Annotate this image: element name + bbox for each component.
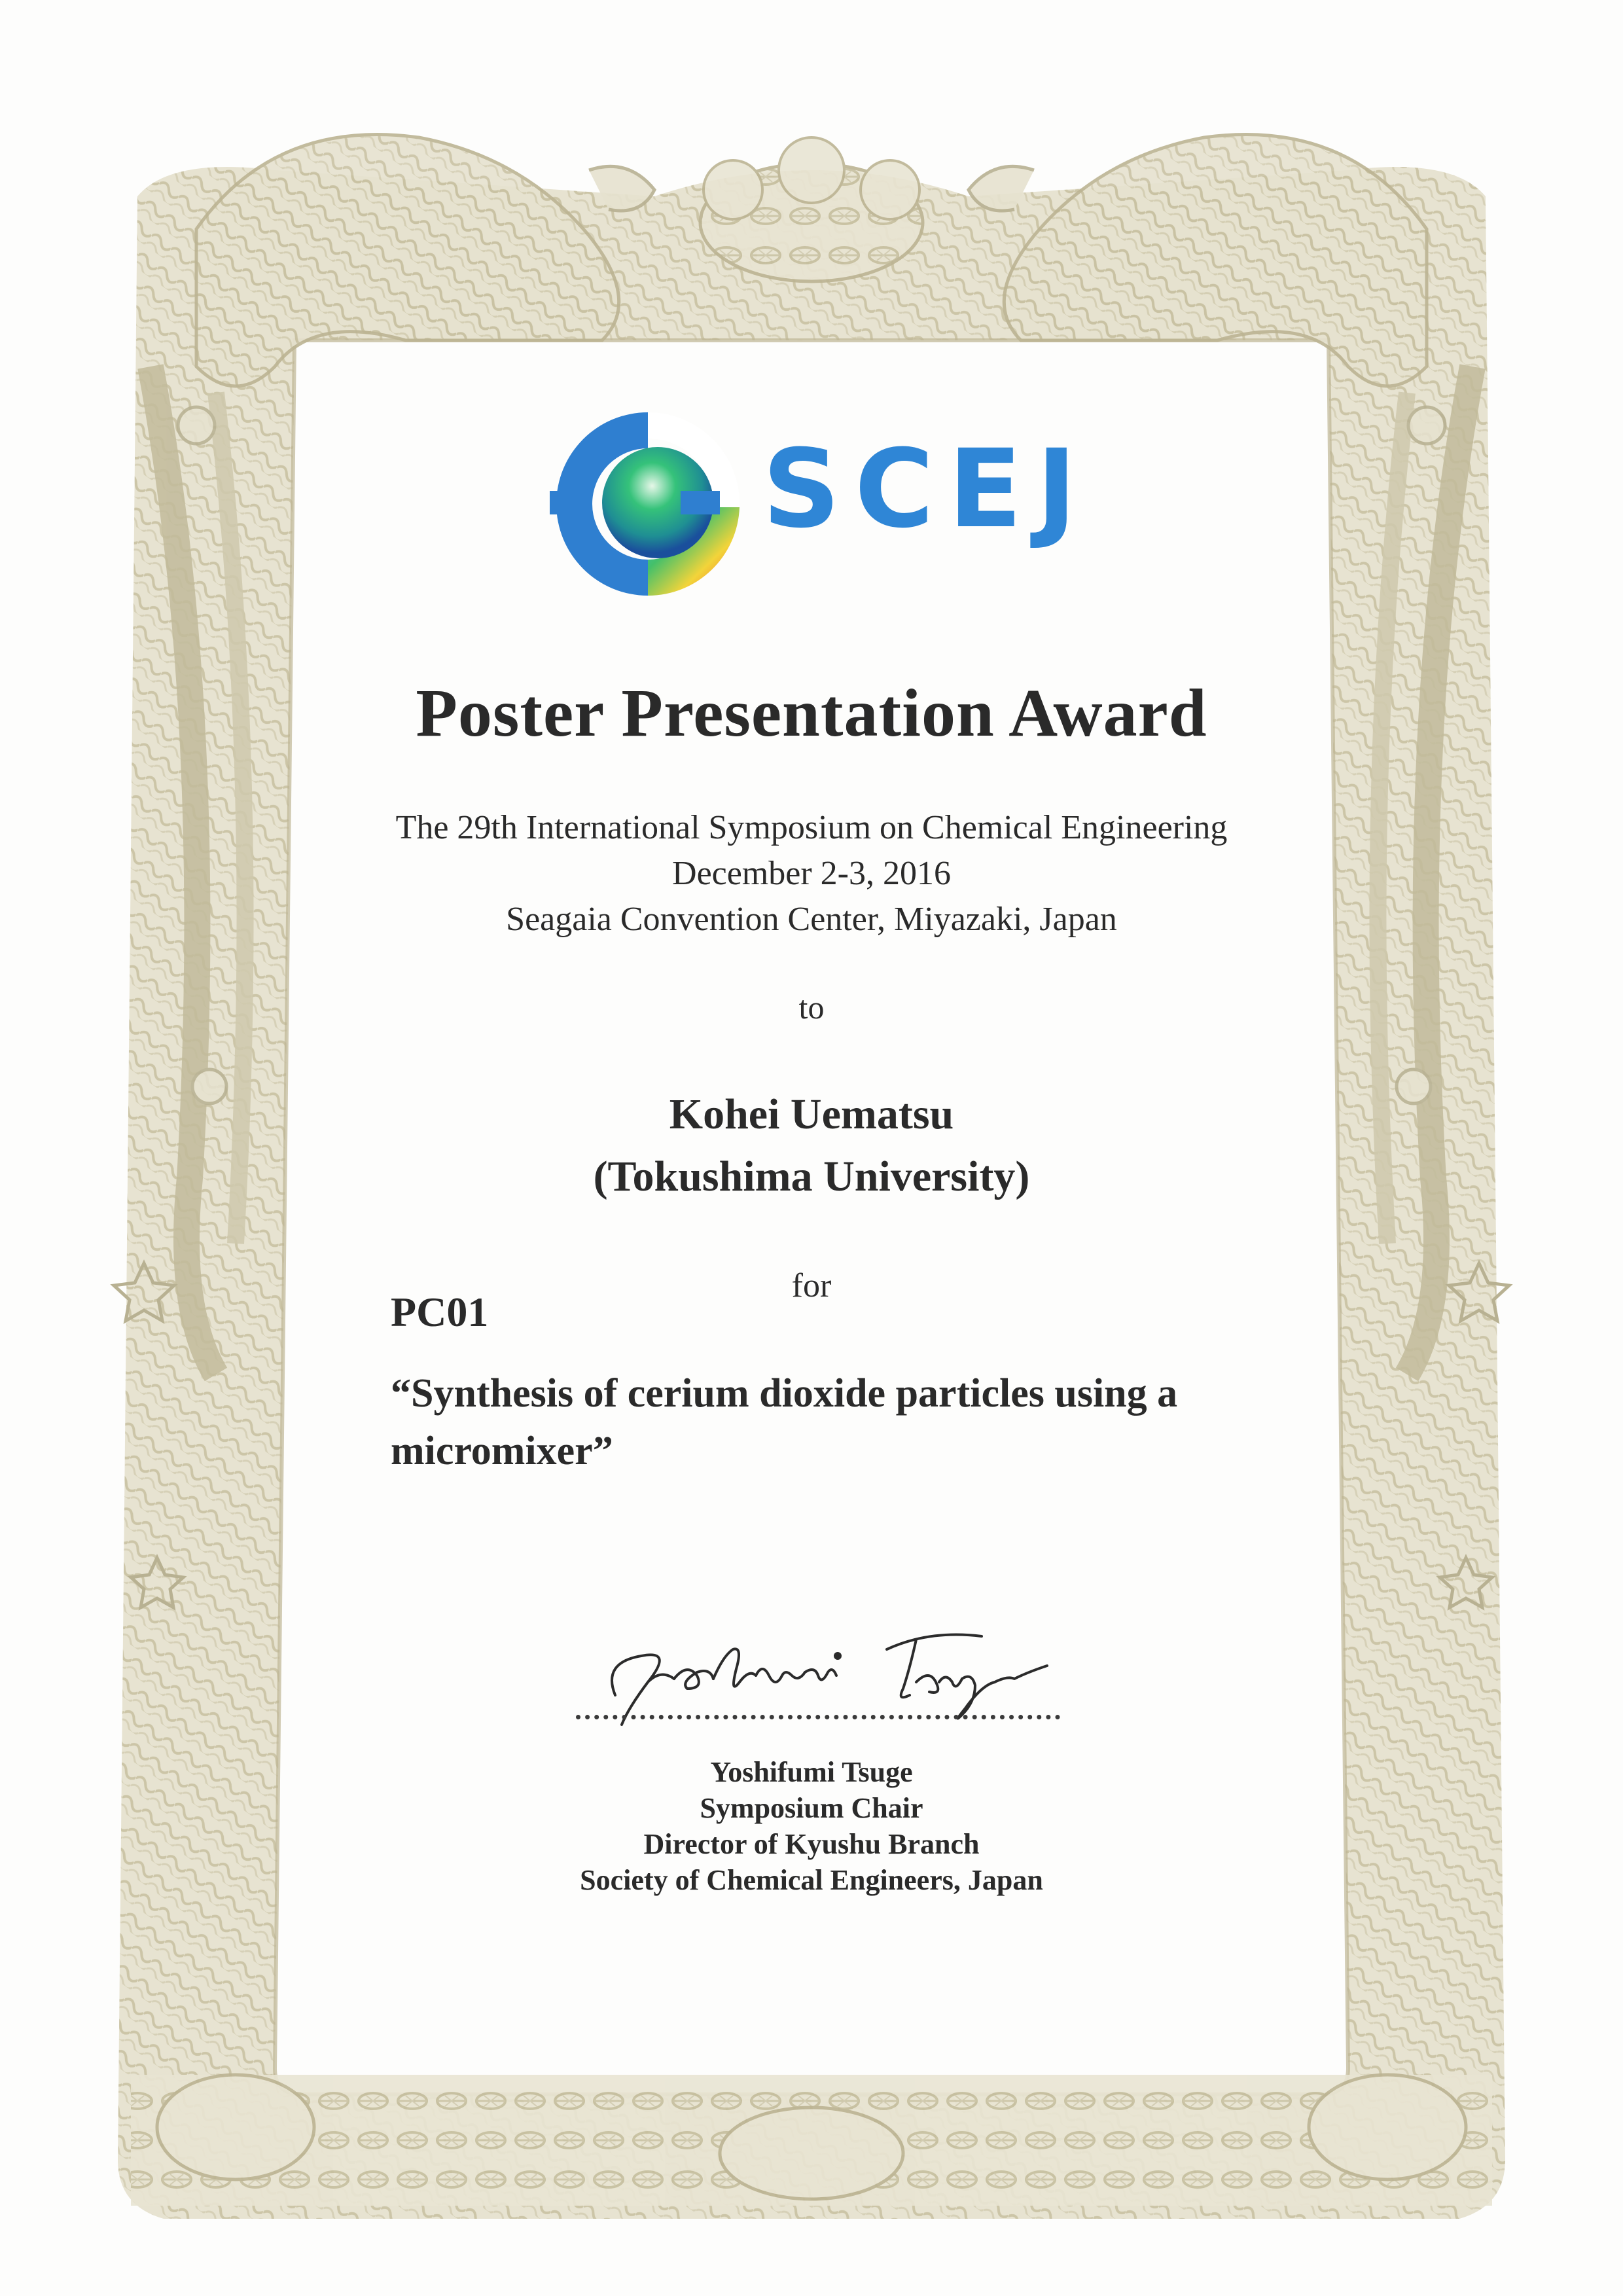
recipient-name: Kohei Uematsu: [669, 1090, 954, 1138]
event-dates: December 2-3, 2016: [672, 855, 951, 892]
award-title: Poster Presentation Award: [416, 675, 1207, 751]
poster-id: PC01: [391, 1289, 489, 1335]
left-phoenix-ornament: [196, 135, 654, 387]
scej-logo: [550, 399, 1113, 615]
signatory-organization: Society of Chemical Engineers, Japan: [580, 1864, 1043, 1896]
poster-title: “Synthesis of cerium dioxide particles using a micromixer”: [391, 1371, 1178, 1473]
top-cloud-ornament: [700, 137, 923, 281]
event-venue: Seagaia Convention Center, Miyazaki, Japan: [506, 901, 1117, 938]
scej-emblem-icon: [550, 399, 746, 615]
signatory-role: Symposium Chair: [700, 1792, 923, 1824]
signatory-name: Yoshifumi Tsuge: [710, 1756, 913, 1788]
handwritten-signature: [589, 1610, 1060, 1741]
to-label: to: [798, 989, 825, 1026]
recipient-affiliation: (Tokushima University): [593, 1153, 1030, 1200]
right-phoenix-ornament: [969, 135, 1427, 387]
for-label: for: [791, 1267, 832, 1304]
signatory-position: Director of Kyushu Branch: [643, 1828, 980, 1860]
scej-wordmark: SCEJ: [762, 426, 1092, 552]
bottom-leaf-ornament: [131, 2075, 1492, 2206]
signature-line: [576, 1708, 1060, 1719]
event-name: The 29th International Symposium on Chemical Engineering: [395, 809, 1228, 846]
